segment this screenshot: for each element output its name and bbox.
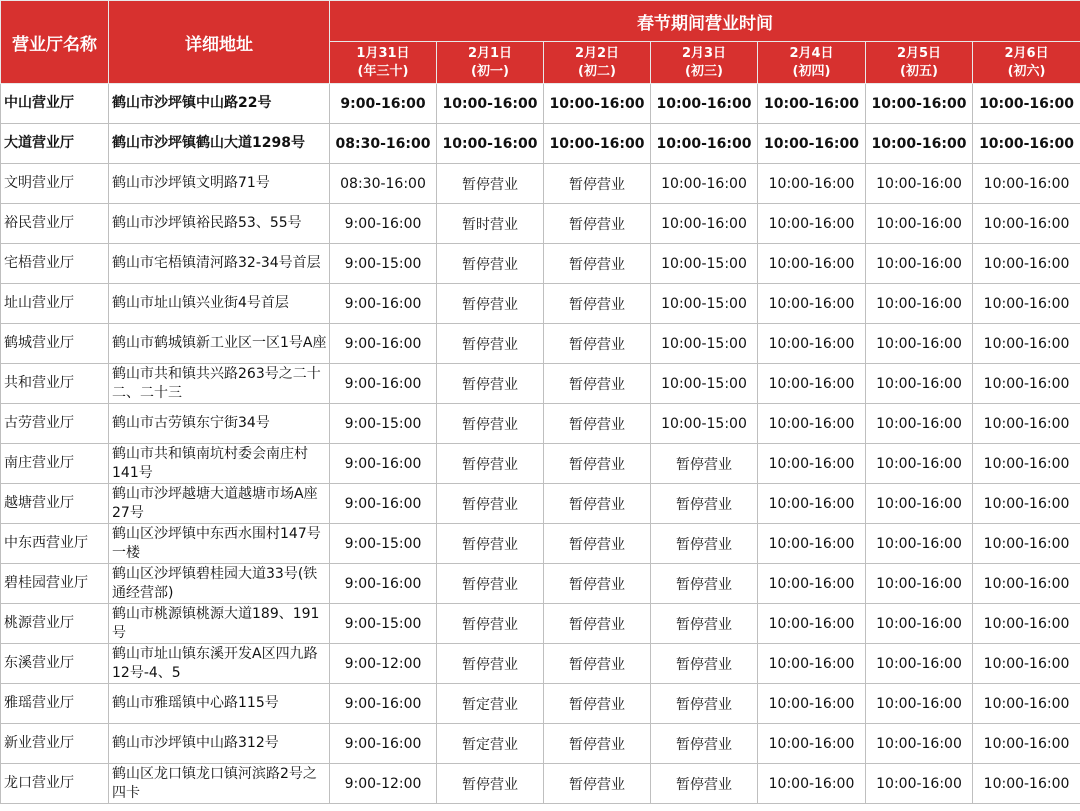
hours-cell: 暂停营业 [544,524,651,564]
hours-cell: 10:00-16:00 [866,524,973,564]
hours-cell: 10:00-16:00 [973,484,1080,524]
branch-address-cell: 鹤山市沙坪镇鹤山大道1298号 [109,124,330,164]
hours-cell: 暂停营业 [544,484,651,524]
hours-cell: 9:00-16:00 [330,284,437,324]
hours-cell: 10:00-16:00 [973,124,1080,164]
hours-cell: 10:00-16:00 [651,164,758,204]
header-lunar-date: (初五) [900,63,938,79]
hours-cell: 暂停营业 [544,604,651,644]
hours-cell: 暂停营业 [544,564,651,604]
hours-cell: 10:00-16:00 [758,84,866,124]
branch-name-cell: 中山营业厅 [1,84,109,124]
hours-cell: 9:00-16:00 [330,204,437,244]
branch-name-cell: 新业营业厅 [1,724,109,764]
hours-cell: 暂停营业 [651,484,758,524]
hours-cell: 10:00-16:00 [866,84,973,124]
hours-cell: 暂停营业 [651,564,758,604]
header-date: 2月1日 [467,45,513,61]
hours-cell: 10:00-16:00 [973,164,1080,204]
hours-cell: 10:00-16:00 [758,524,866,564]
table-row [1,724,1080,764]
hours-cell: 10:00-16:00 [973,604,1080,644]
header-date-cell [651,42,758,84]
hours-cell: 10:00-16:00 [758,244,866,284]
branch-name-cell: 中东西营业厅 [1,524,109,564]
table-row [1,644,1080,684]
header-date: 2月4日 [789,45,834,61]
hours-cell: 暂停营业 [544,164,651,204]
header-name-column: 营业厅名称 [1,1,109,84]
hours-cell: 10:00-16:00 [866,484,973,524]
hours-cell: 暂停营业 [437,604,544,644]
hours-cell: 10:00-16:00 [866,764,973,804]
table-row [1,604,1080,644]
table-row [1,284,1080,324]
hours-cell: 暂停营业 [437,404,544,444]
hours-cell: 10:00-15:00 [651,324,758,364]
hours-cell: 10:00-16:00 [973,364,1080,404]
header-period-title: 春节期间营业时间 [330,1,1080,42]
hours-cell: 10:00-16:00 [973,764,1080,804]
hours-cell: 10:00-16:00 [866,164,973,204]
hours-cell: 10:00-16:00 [866,644,973,684]
hours-cell: 10:00-16:00 [758,564,866,604]
hours-cell: 10:00-16:00 [758,724,866,764]
hours-cell: 10:00-15:00 [651,364,758,404]
table-body [1,84,1080,804]
table-row [1,84,1080,124]
branch-address-cell: 鹤山市沙坪越塘大道越塘市场A座27号 [109,484,330,524]
hours-cell: 9:00-12:00 [330,764,437,804]
hours-cell: 暂停营业 [437,364,544,404]
hours-cell: 10:00-16:00 [758,284,866,324]
hours-cell: 暂停营业 [437,764,544,804]
hours-cell: 10:00-16:00 [758,124,866,164]
table-row [1,404,1080,444]
hours-cell: 9:00-15:00 [330,524,437,564]
branch-address-cell: 鹤山市共和镇共兴路263号之二十二、二十三 [109,364,330,404]
header-date: 2月5日 [896,45,942,61]
hours-cell: 暂停营业 [544,404,651,444]
hours-cell: 9:00-16:00 [330,564,437,604]
table-row [1,364,1080,404]
table-row [1,524,1080,564]
hours-cell: 10:00-16:00 [973,684,1080,724]
hours-cell: 10:00-16:00 [866,364,973,404]
hours-cell: 9:00-16:00 [330,84,437,124]
hours-cell: 暂停营业 [651,524,758,564]
header-address-column: 详细地址 [109,1,330,84]
hours-cell: 暂停营业 [544,764,651,804]
branch-address-cell: 鹤山市桃源镇桃源大道189、191号 [109,604,330,644]
table-row [1,484,1080,524]
hours-cell: 10:00-16:00 [866,404,973,444]
hours-cell: 10:00-16:00 [758,604,866,644]
hours-cell: 暂定营业 [437,684,544,724]
header-date: 2月2日 [574,45,620,61]
branch-name-cell: 鹤城营业厅 [1,324,109,364]
hours-cell: 9:00-16:00 [330,684,437,724]
hours-cell: 10:00-16:00 [758,164,866,204]
branch-address-cell: 鹤山市鹤城镇新工业区一区1号A座 [109,324,330,364]
header-date: 1月31日 [356,45,410,61]
hours-cell: 暂停营业 [544,284,651,324]
branch-address-cell: 鹤山市沙坪镇文明路71号 [109,164,330,204]
header-lunar-date: (年三十) [357,63,409,79]
hours-cell: 暂停营业 [651,644,758,684]
hours-cell: 暂停营业 [437,644,544,684]
branch-name-cell: 宅梧营业厅 [1,244,109,284]
hours-cell: 9:00-12:00 [330,644,437,684]
branch-address-cell: 鹤山市址山镇东溪开发A区四九路12号-4、5 [109,644,330,684]
table-row [1,164,1080,204]
hours-cell: 暂停营业 [437,284,544,324]
hours-cell: 10:00-16:00 [973,244,1080,284]
hours-cell: 10:00-16:00 [973,644,1080,684]
hours-cell: 10:00-16:00 [758,764,866,804]
header-lunar-date: (初六) [1007,63,1046,79]
hours-cell: 10:00-16:00 [758,444,866,484]
hours-cell: 10:00-16:00 [973,564,1080,604]
header-lunar-date: (初三) [685,63,723,79]
hours-cell: 暂停营业 [544,324,651,364]
hours-cell: 10:00-16:00 [544,124,651,164]
hours-cell: 08:30-16:00 [330,124,437,164]
table-header [1,1,1080,84]
header-date-cell [330,42,437,84]
hours-cell: 10:00-16:00 [758,404,866,444]
hours-cell: 08:30-16:00 [330,164,437,204]
hours-cell: 暂停营业 [544,364,651,404]
hours-cell: 暂停营业 [544,204,651,244]
hours-cell: 10:00-16:00 [758,204,866,244]
hours-cell: 9:00-16:00 [330,324,437,364]
hours-cell: 9:00-16:00 [330,724,437,764]
hours-cell: 10:00-16:00 [973,444,1080,484]
hours-cell: 10:00-16:00 [758,324,866,364]
header-lunar-date: (初二) [578,63,616,79]
hours-cell: 暂停营业 [544,684,651,724]
hours-cell: 10:00-16:00 [973,404,1080,444]
hours-cell: 暂停营业 [651,444,758,484]
header-lunar-date: (初一) [471,63,509,79]
hours-cell: 10:00-16:00 [866,564,973,604]
hours-cell: 10:00-16:00 [866,204,973,244]
hours-cell: 10:00-16:00 [866,324,973,364]
hours-cell: 9:00-16:00 [330,364,437,404]
branch-name-cell: 南庄营业厅 [1,444,109,484]
branch-name-cell: 龙口营业厅 [1,764,109,804]
branch-address-cell: 鹤山区沙坪镇碧桂园大道33号(铁通经营部) [109,564,330,604]
hours-cell: 暂停营业 [651,764,758,804]
hours-cell: 暂停营业 [544,244,651,284]
hours-cell: 10:00-16:00 [651,204,758,244]
branch-name-cell: 址山营业厅 [1,284,109,324]
header-date-cell [437,42,544,84]
table-row [1,684,1080,724]
table-row [1,764,1080,804]
hours-cell: 10:00-16:00 [866,284,973,324]
hours-cell: 9:00-15:00 [330,404,437,444]
header-date: 2月6日 [1004,45,1049,61]
header-date-cell [866,42,973,84]
hours-cell: 10:00-16:00 [651,124,758,164]
branch-name-cell: 古劳营业厅 [1,404,109,444]
branch-address-cell: 鹤山市沙坪镇中山路22号 [109,84,330,124]
branch-name-cell: 裕民营业厅 [1,204,109,244]
table-row [1,204,1080,244]
hours-cell: 10:00-16:00 [758,364,866,404]
hours-cell: 9:00-16:00 [330,444,437,484]
hours-cell: 10:00-16:00 [973,84,1080,124]
hours-cell: 10:00-16:00 [437,84,544,124]
hours-cell: 10:00-16:00 [758,684,866,724]
hours-cell: 暂停营业 [651,684,758,724]
hours-cell: 10:00-16:00 [973,724,1080,764]
hours-cell: 暂停营业 [544,444,651,484]
branch-name-cell: 越塘营业厅 [1,484,109,524]
hours-cell: 暂定营业 [437,724,544,764]
branch-address-cell: 鹤山市沙坪镇中山路312号 [109,724,330,764]
hours-cell: 9:00-15:00 [330,244,437,284]
table-row [1,244,1080,284]
table-row [1,324,1080,364]
hours-cell: 10:00-16:00 [866,684,973,724]
branch-name-cell: 文明营业厅 [1,164,109,204]
hours-cell: 暂停营业 [437,164,544,204]
hours-cell: 10:00-16:00 [437,124,544,164]
hours-cell: 9:00-16:00 [330,484,437,524]
branch-address-cell: 鹤山区龙口镇龙口镇河滨路2号之四卡 [109,764,330,804]
hours-cell: 暂停营业 [651,604,758,644]
header-date-cell [758,42,866,84]
branch-address-cell: 鹤山市沙坪镇裕民路53、55号 [109,204,330,244]
hours-cell: 暂停营业 [437,324,544,364]
hours-cell: 10:00-16:00 [866,244,973,284]
branch-name-cell: 碧桂园营业厅 [1,564,109,604]
branch-address-cell: 鹤山市宅梧镇清河路32-34号首层 [109,244,330,284]
branch-address-cell: 鹤山市古劳镇东宁街34号 [109,404,330,444]
hours-cell: 暂停营业 [651,724,758,764]
hours-cell: 10:00-16:00 [866,604,973,644]
hours-cell: 暂停营业 [437,564,544,604]
branch-name-cell: 雅瑶营业厅 [1,684,109,724]
hours-cell: 10:00-16:00 [973,204,1080,244]
branch-address-cell: 鹤山区沙坪镇中东西水围村147号一楼 [109,524,330,564]
branch-name-cell: 共和营业厅 [1,364,109,404]
hours-cell: 暂停营业 [437,524,544,564]
header-date-cell [544,42,651,84]
branch-name-cell: 桃源营业厅 [1,604,109,644]
hours-cell: 10:00-16:00 [651,84,758,124]
hours-cell: 暂停营业 [437,244,544,284]
hours-cell: 10:00-16:00 [973,524,1080,564]
branch-address-cell: 鹤山市共和镇南坑村委会南庄村141号 [109,444,330,484]
hours-cell: 10:00-15:00 [651,404,758,444]
hours-cell: 10:00-16:00 [866,444,973,484]
branch-name-cell: 大道营业厅 [1,124,109,164]
hours-cell: 10:00-16:00 [973,324,1080,364]
table-row [1,124,1080,164]
hours-cell: 10:00-16:00 [866,124,973,164]
hours-cell: 10:00-16:00 [544,84,651,124]
hours-cell: 9:00-15:00 [330,604,437,644]
hours-cell: 10:00-15:00 [651,284,758,324]
hours-cell: 10:00-16:00 [866,724,973,764]
hours-cell: 暂停营业 [544,644,651,684]
table-row [1,564,1080,604]
table-row [1,444,1080,484]
branch-name-cell: 东溪营业厅 [1,644,109,684]
hours-cell: 10:00-16:00 [758,484,866,524]
hours-cell: 暂停营业 [437,444,544,484]
hours-cell: 10:00-16:00 [758,644,866,684]
hours-cell: 暂停营业 [544,724,651,764]
branch-address-cell: 鹤山市址山镇兴业街4号首层 [109,284,330,324]
header-date: 2月3日 [681,45,727,61]
hours-cell: 10:00-15:00 [651,244,758,284]
header-lunar-date: (初四) [792,63,831,79]
hours-cell: 暂时营业 [437,204,544,244]
hours-cell: 暂停营业 [437,484,544,524]
header-date-cell [973,42,1080,84]
branch-address-cell: 鹤山市雅瑶镇中心路115号 [109,684,330,724]
hours-cell: 10:00-16:00 [973,284,1080,324]
